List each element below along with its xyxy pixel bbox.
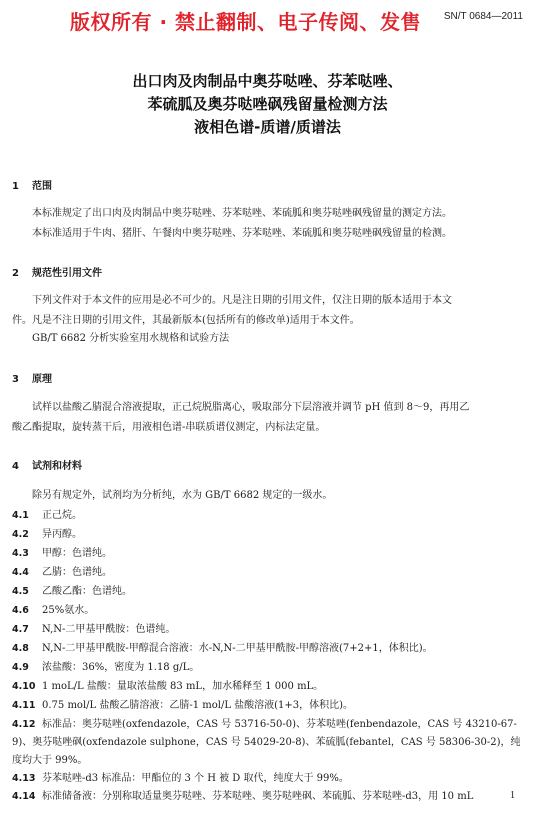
item-number: 4.3 (12, 548, 29, 559)
list-item (12, 770, 527, 787)
section-1-paragraph: 本标准适用于牛肉、猪肝、午餐肉中奥芬哒唑、芬苯哒唑、苯硫胍和奥芬哒唑砜残留量的检测。 (32, 228, 452, 239)
list-item (12, 788, 492, 805)
list-item (12, 640, 527, 657)
section-number: 1 (12, 181, 19, 192)
section-4-heading (12, 457, 82, 472)
section-title: 原理 (32, 374, 52, 385)
item-text: 25%氨水。 (42, 605, 95, 616)
section-3-heading (12, 370, 52, 385)
list-item (12, 678, 527, 695)
title-line-1: 出口肉及肉制品中奥芬哒唑、芬苯哒唑、 (132, 72, 403, 90)
list-item (12, 716, 527, 733)
item-number: 4.11 (12, 700, 36, 711)
item-text: 芬苯哒唑-d3 标准品：甲酯位的 3 个 H 被 D 取代，纯度大于 99%。 (42, 773, 349, 784)
item-text: N,N-二甲基甲酰胺-甲醇混合溶液：水-N,N-二甲基甲酰胺-甲醇溶液(7+2+1，体积比)。 (42, 643, 433, 654)
list-item (12, 583, 527, 600)
copyright-watermark: 版权所有 · 禁止翻制、电子传阅、发售 (70, 10, 422, 34)
item-number: 4.13 (12, 773, 36, 784)
item-text: 甲醇：色谱纯。 (42, 548, 112, 559)
item-number: 4.10 (12, 681, 36, 692)
section-2-paragraph: 件。凡是不注日期的引用文件，其最新版本(包括所有的修改单)适用于本文件。 (12, 315, 360, 326)
list-item (12, 621, 527, 638)
section-1-paragraph: 本标准规定了出口肉及肉制品中奥芬哒唑、芬苯哒唑、苯硫胍和奥芬哒唑砜残留量的测定方法。 (32, 208, 452, 219)
item-number: 4.9 (12, 662, 29, 673)
page-number: 1 (510, 790, 515, 801)
list-item (12, 659, 527, 676)
section-title: 规范性引用文件 (32, 268, 102, 279)
section-number: 4 (12, 461, 19, 472)
item-text: 乙酸乙酯：色谱纯。 (42, 586, 132, 597)
list-item (12, 507, 527, 524)
section-title: 范围 (32, 181, 52, 192)
item-text: 标准品：奥芬哒唑(oxfendazole，CAS 号 53716-50-0)、芬苯哒唑(fenbendazole，CAS 号 43210-67- (42, 719, 517, 730)
item-number: 4.5 (12, 586, 29, 597)
section-1-heading (12, 177, 52, 192)
list-item (12, 697, 527, 714)
item-text: 0.75 mol/L 盐酸乙腈溶液：乙腈-1 mol/L 盐酸溶液(1+3，体积比)。 (42, 700, 354, 711)
section-number: 3 (12, 374, 19, 385)
item-text: 正己烷。 (42, 510, 82, 521)
item-number: 4.6 (12, 605, 29, 616)
title-line-3: 液相色谱-质谱/质谱法 (194, 118, 341, 136)
item-text: 异丙醇。 (42, 529, 82, 540)
list-item (12, 545, 527, 562)
section-number: 2 (12, 268, 19, 279)
item-number: 4.8 (12, 643, 29, 654)
item-text: 浓盐酸：36%，密度为 1.18 g/L。 (42, 662, 200, 673)
item-text: 标准储备液：分别称取适量奥芬哒唑、芬苯哒唑、奥芬哒唑砜、苯硫胍、芬苯哒唑-d3，用 10 mL (42, 791, 474, 802)
item-number: 4.14 (12, 791, 36, 802)
section-3-paragraph: 试样以盐酸乙腈混合溶液提取，正己烷脱脂离心，吸取部分下层溶液并调节 pH 值到 8～9，再用乙 (32, 402, 470, 413)
item-text: 乙腈：色谱纯。 (42, 567, 112, 578)
item-number: 4.4 (12, 567, 29, 578)
standard-number: SN/T 0684—2011 (443, 11, 523, 22)
list-item-continuation (12, 734, 527, 751)
list-item (12, 526, 527, 543)
item-number: 4.12 (12, 719, 36, 730)
item-number: 4.1 (12, 510, 29, 521)
item-number: 4.7 (12, 624, 29, 635)
item-text: 9)、奥芬哒唑砜(oxfendazole sulphone，CAS 号 54029-20-8)、苯硫胍(febantel，CAS 号 58306-30-2)，纯 (12, 737, 521, 748)
item-number: 4.2 (12, 529, 29, 540)
list-item-continuation (12, 752, 527, 769)
list-item (12, 602, 527, 619)
item-text: 度均大于 99%。 (12, 755, 88, 766)
section-3-paragraph: 酸乙酯提取，旋转蒸干后，用液相色谱-串联质谱仪测定，内标法定量。 (12, 422, 326, 433)
section-4-intro: 除另有规定外，试剂均为分析纯，水为 GB/T 6682 规定的一级水。 (32, 490, 333, 501)
section-2-reference: GB/T 6682 分析实验室用水规格和试验方法 (32, 333, 230, 344)
title-line-2: 苯硫胍及奥芬哒唑砜残留量检测方法 (147, 95, 388, 113)
section-2-paragraph: 下列文件对于本文件的应用是必不可少的。凡是注日期的引用文件，仅注日期的版本适用于本文 (32, 295, 452, 306)
item-text: N,N-二甲基甲酰胺：色谱纯。 (42, 624, 176, 635)
section-title: 试剂和材料 (32, 461, 82, 472)
item-text: 1 moL/L 盐酸：量取浓盐酸 83 mL，加水稀释至 1 000 mL。 (42, 681, 324, 692)
list-item (12, 564, 527, 581)
section-2-heading (12, 264, 102, 279)
